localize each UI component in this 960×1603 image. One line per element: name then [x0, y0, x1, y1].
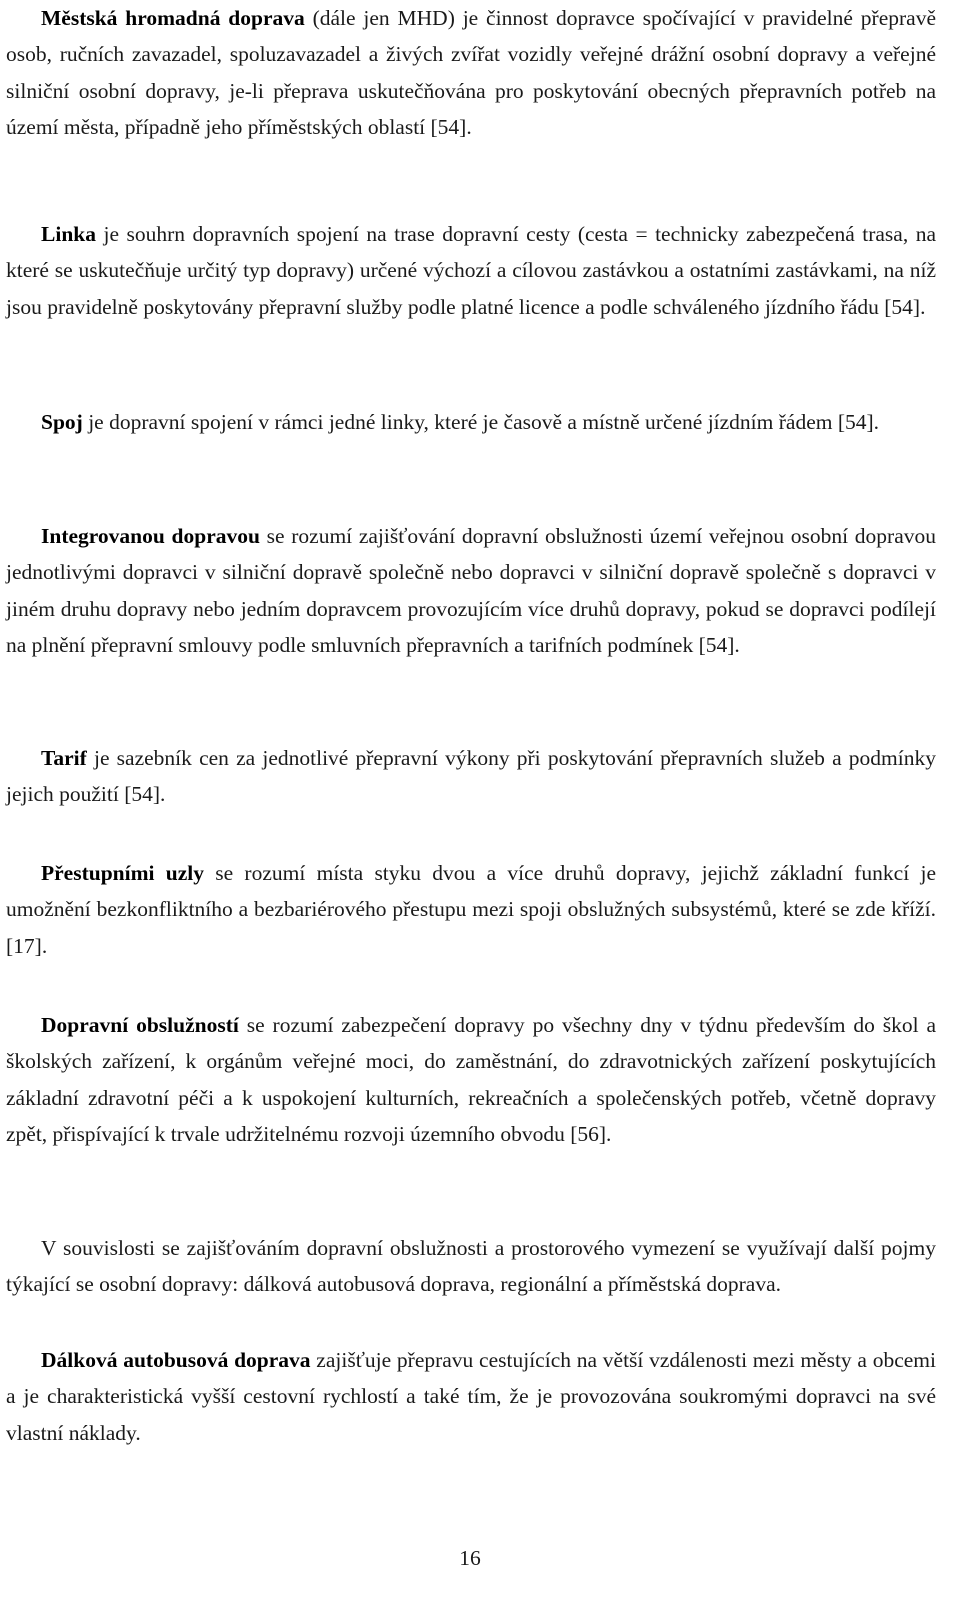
term-dalkova-doprava: Dálková autobusová doprava: [41, 1348, 311, 1372]
definition-tarif: je sazebník cen za jednotlivé přepravní výkony při poskytování přepravních služeb a podmínky jejich použití [54].: [6, 746, 936, 807]
term-prestupni-uzly: Přestupními uzly: [41, 861, 204, 885]
page-number: 16: [459, 1546, 481, 1570]
paragraph-integrovana-doprava: [6, 518, 936, 663]
paragraph-spoj: [6, 404, 936, 440]
paragraph-tarif: [6, 740, 936, 813]
paragraph-dalkova-doprava: [6, 1342, 936, 1451]
definition-linka: je souhrn dopravních spojení na trase dopravní cesty (cesta = technicky zabezpečená trasa, na které se uskutečňuje určitý typ dopravy) určené výchozí a cílovou zastávkou a ostatními zastávkami, na níž jsou pravidelně poskytovány přepravní služby podle platné licence a podle schváleného jízdního řádu [54].: [6, 222, 936, 319]
term-dopravni-obsluznost: Dopravní obslužností: [41, 1013, 239, 1037]
definition-spoj: je dopravní spojení v rámci jedné linky, které je časově a místně určené jízdním řádem [54].: [82, 410, 880, 434]
definition-prestupni-uzly: se rozumí místa styku dvou a více druhů dopravy, jejichž základní funkcí je umožnění bezkonfliktního a bezbariérového přestupu mezi spoji obslužných subsystémů, které se zde kříží. [17].: [6, 861, 936, 958]
term-spoj: Spoj: [41, 410, 83, 434]
term-tarif: Tarif: [41, 746, 87, 770]
paragraph-linka: [6, 216, 936, 325]
paragraph-souvislosti: [6, 1230, 936, 1303]
definition-integrovana-doprava: se rozumí zajišťování dopravní obslužnosti území veřejnou osobní dopravou jednotlivými dopravci v silniční dopravě společně nebo dopravci v silniční dopravě společně s dopravci v jiném druhu dopravy nebo jedním dopravcem provozujícím více druhů dopravy, pokud se dopravci podílejí na plnění přepravní smlouvy podle smluvních přepravních a tarifních podmínek [54].: [6, 524, 936, 657]
paragraph-dopravni-obsluznost: [6, 1007, 936, 1152]
paragraph-mhd: [6, 0, 936, 145]
definition-mhd: (dále jen MHD) je činnost dopravce spočívající v pravidelné přepravě osob, ručních zavazadel, spoluzavazadel a živých zvířat vozidly veřejné drážní osobní dopravy a veřejné silniční osobní dopravy, je-li přeprava uskutečňována pro poskytování obecných přepravních potřeb na území města, případně jeho příměstských oblastí [54].: [6, 6, 936, 139]
term-linka: Linka: [41, 222, 96, 246]
definition-dalkova-doprava: zajišťuje přepravu cestujících na větší vzdálenosti mezi městy a obcemi a je charakteristická vyšší cestovní rychlostí a také tím, že je provozována soukromými dopravci na své vlastní náklady.: [6, 1348, 936, 1445]
term-mhd: Městská hromadná doprava: [41, 6, 305, 30]
definition-dopravni-obsluznost: se rozumí zabezpečení dopravy po všechny dny v týdnu především do škol a školských zařízení, k orgánům veřejné moci, do zaměstnání, do zdravotnických zařízení poskytujících základní zdravotní péči a k uspokojení kulturních, rekreačních a společenských potřeb, včetně dopravy zpět, přispívající k trvale udržitelnému rozvoji územního obvodu [56].: [6, 1013, 937, 1146]
text-souvislosti: V souvislosti se zajišťováním dopravní obslužnosti a prostorového vymezení se využívají další pojmy týkající se osobní dopravy: dálková autobusová doprava, regionální a příměstská doprava.: [6, 1236, 936, 1297]
paragraph-prestupni-uzly: [6, 855, 936, 964]
term-integrovana-doprava: Integrovanou dopravou: [41, 524, 260, 548]
